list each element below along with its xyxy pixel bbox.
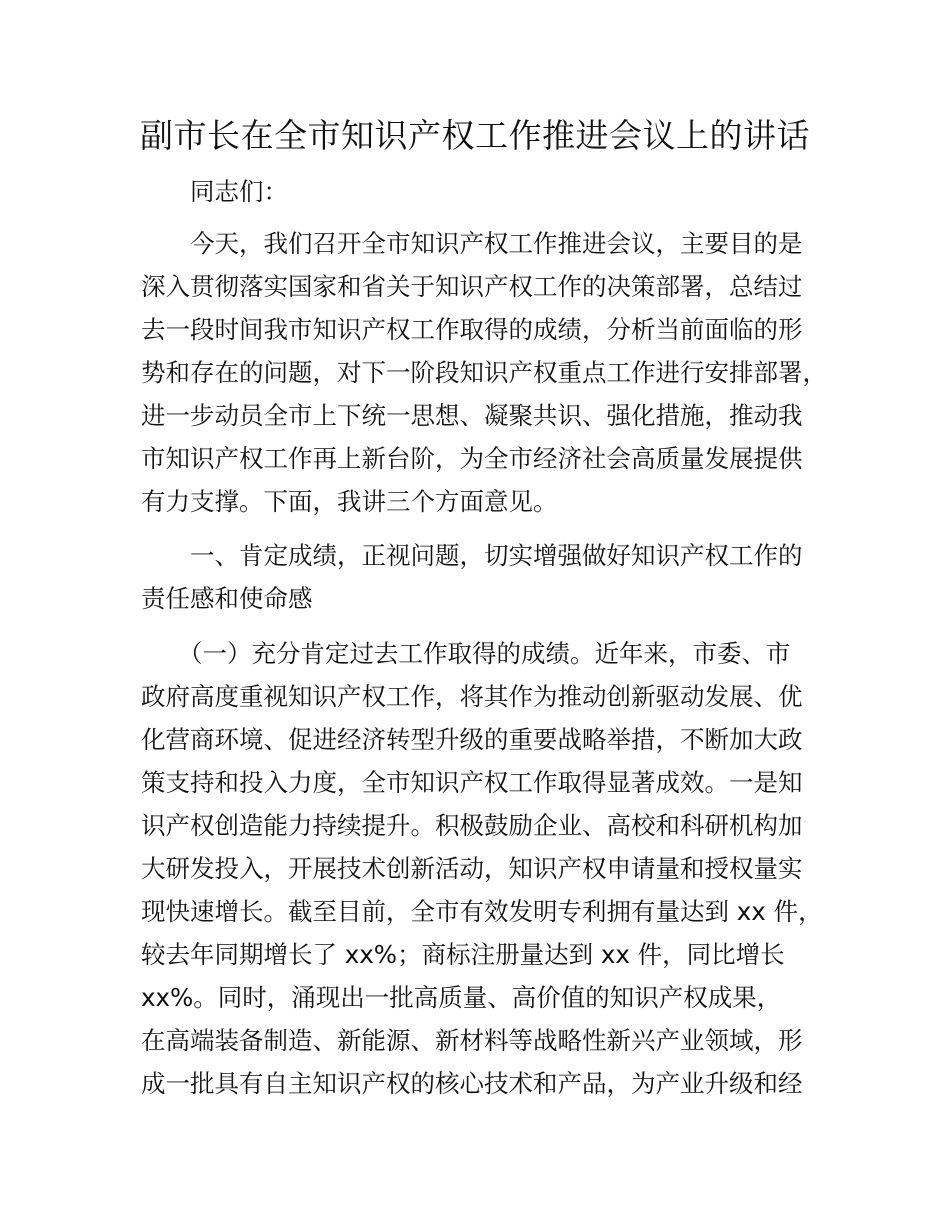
- paragraph-line: 现快速增长。截至目前，全市有效发明专利拥有量达到 xx 件，: [141, 897, 823, 926]
- paragraph-line: 策支持和投入力度，全市知识产权工作取得显著成效。一是知: [141, 768, 803, 797]
- paragraph-line: 较去年同期增长了 xx%；商标注册量达到 xx 件，同比增长: [141, 940, 785, 969]
- paragraph-line: （一）充分肯定过去工作取得的成绩。近年来，市委、市: [178, 639, 791, 668]
- paragraph-line: 深入贯彻落实国家和省关于知识产权工作的决策部署，总结过: [141, 272, 803, 301]
- paragraph-line: 化营商环境、促进经济转型升级的重要战略举措，不断加大政: [141, 725, 803, 754]
- paragraph-line: xx%。同时，涌现出一批高质量、高价值的知识产权成果，: [141, 983, 782, 1012]
- paragraph-line: 在高端装备制造、新能源、新材料等战略性新兴产业领域，形: [141, 1026, 803, 1055]
- paragraph-line: 大研发投入，开展技术创新活动，知识产权申请量和授权量实: [141, 854, 803, 883]
- paragraph-line: 有力支撑。下面，我讲三个方面意见。: [141, 487, 558, 516]
- paragraph-line: 识产权创造能力持续提升。积极鼓励企业、高校和科研机构加: [141, 811, 803, 840]
- section-heading-line: 责任感和使命感: [141, 584, 313, 613]
- paragraph-line: 市知识产权工作再上新台阶，为全市经济社会高质量发展提供: [141, 444, 803, 473]
- paragraph-line: 去一段时间我市知识产权工作取得的成绩，分析当前面临的形: [141, 315, 803, 344]
- paragraph-line: 今天，我们召开全市知识产权工作推进会议，主要目的是: [190, 229, 803, 258]
- paragraph-line: 成一批具有自主知识产权的核心技术和产品，为产业升级和经: [141, 1069, 803, 1098]
- paragraph-line: 进一步动员全市上下统一思想、凝聚共识、强化措施，推动我: [141, 401, 803, 430]
- document-title: 副市长在全市知识产权工作推进会议上的讲话: [140, 116, 810, 155]
- paragraph-line: 势和存在的问题，对下一阶段知识产权重点工作进行安排部署，: [141, 358, 827, 387]
- paragraph-line: 政府高度重视知识产权工作，将其作为推动创新驱动发展、优: [141, 682, 803, 711]
- section-heading-line: 一、肯定成绩，正视问题，切实增强做好知识产权工作的: [190, 541, 803, 570]
- salutation: 同志们：: [190, 177, 288, 206]
